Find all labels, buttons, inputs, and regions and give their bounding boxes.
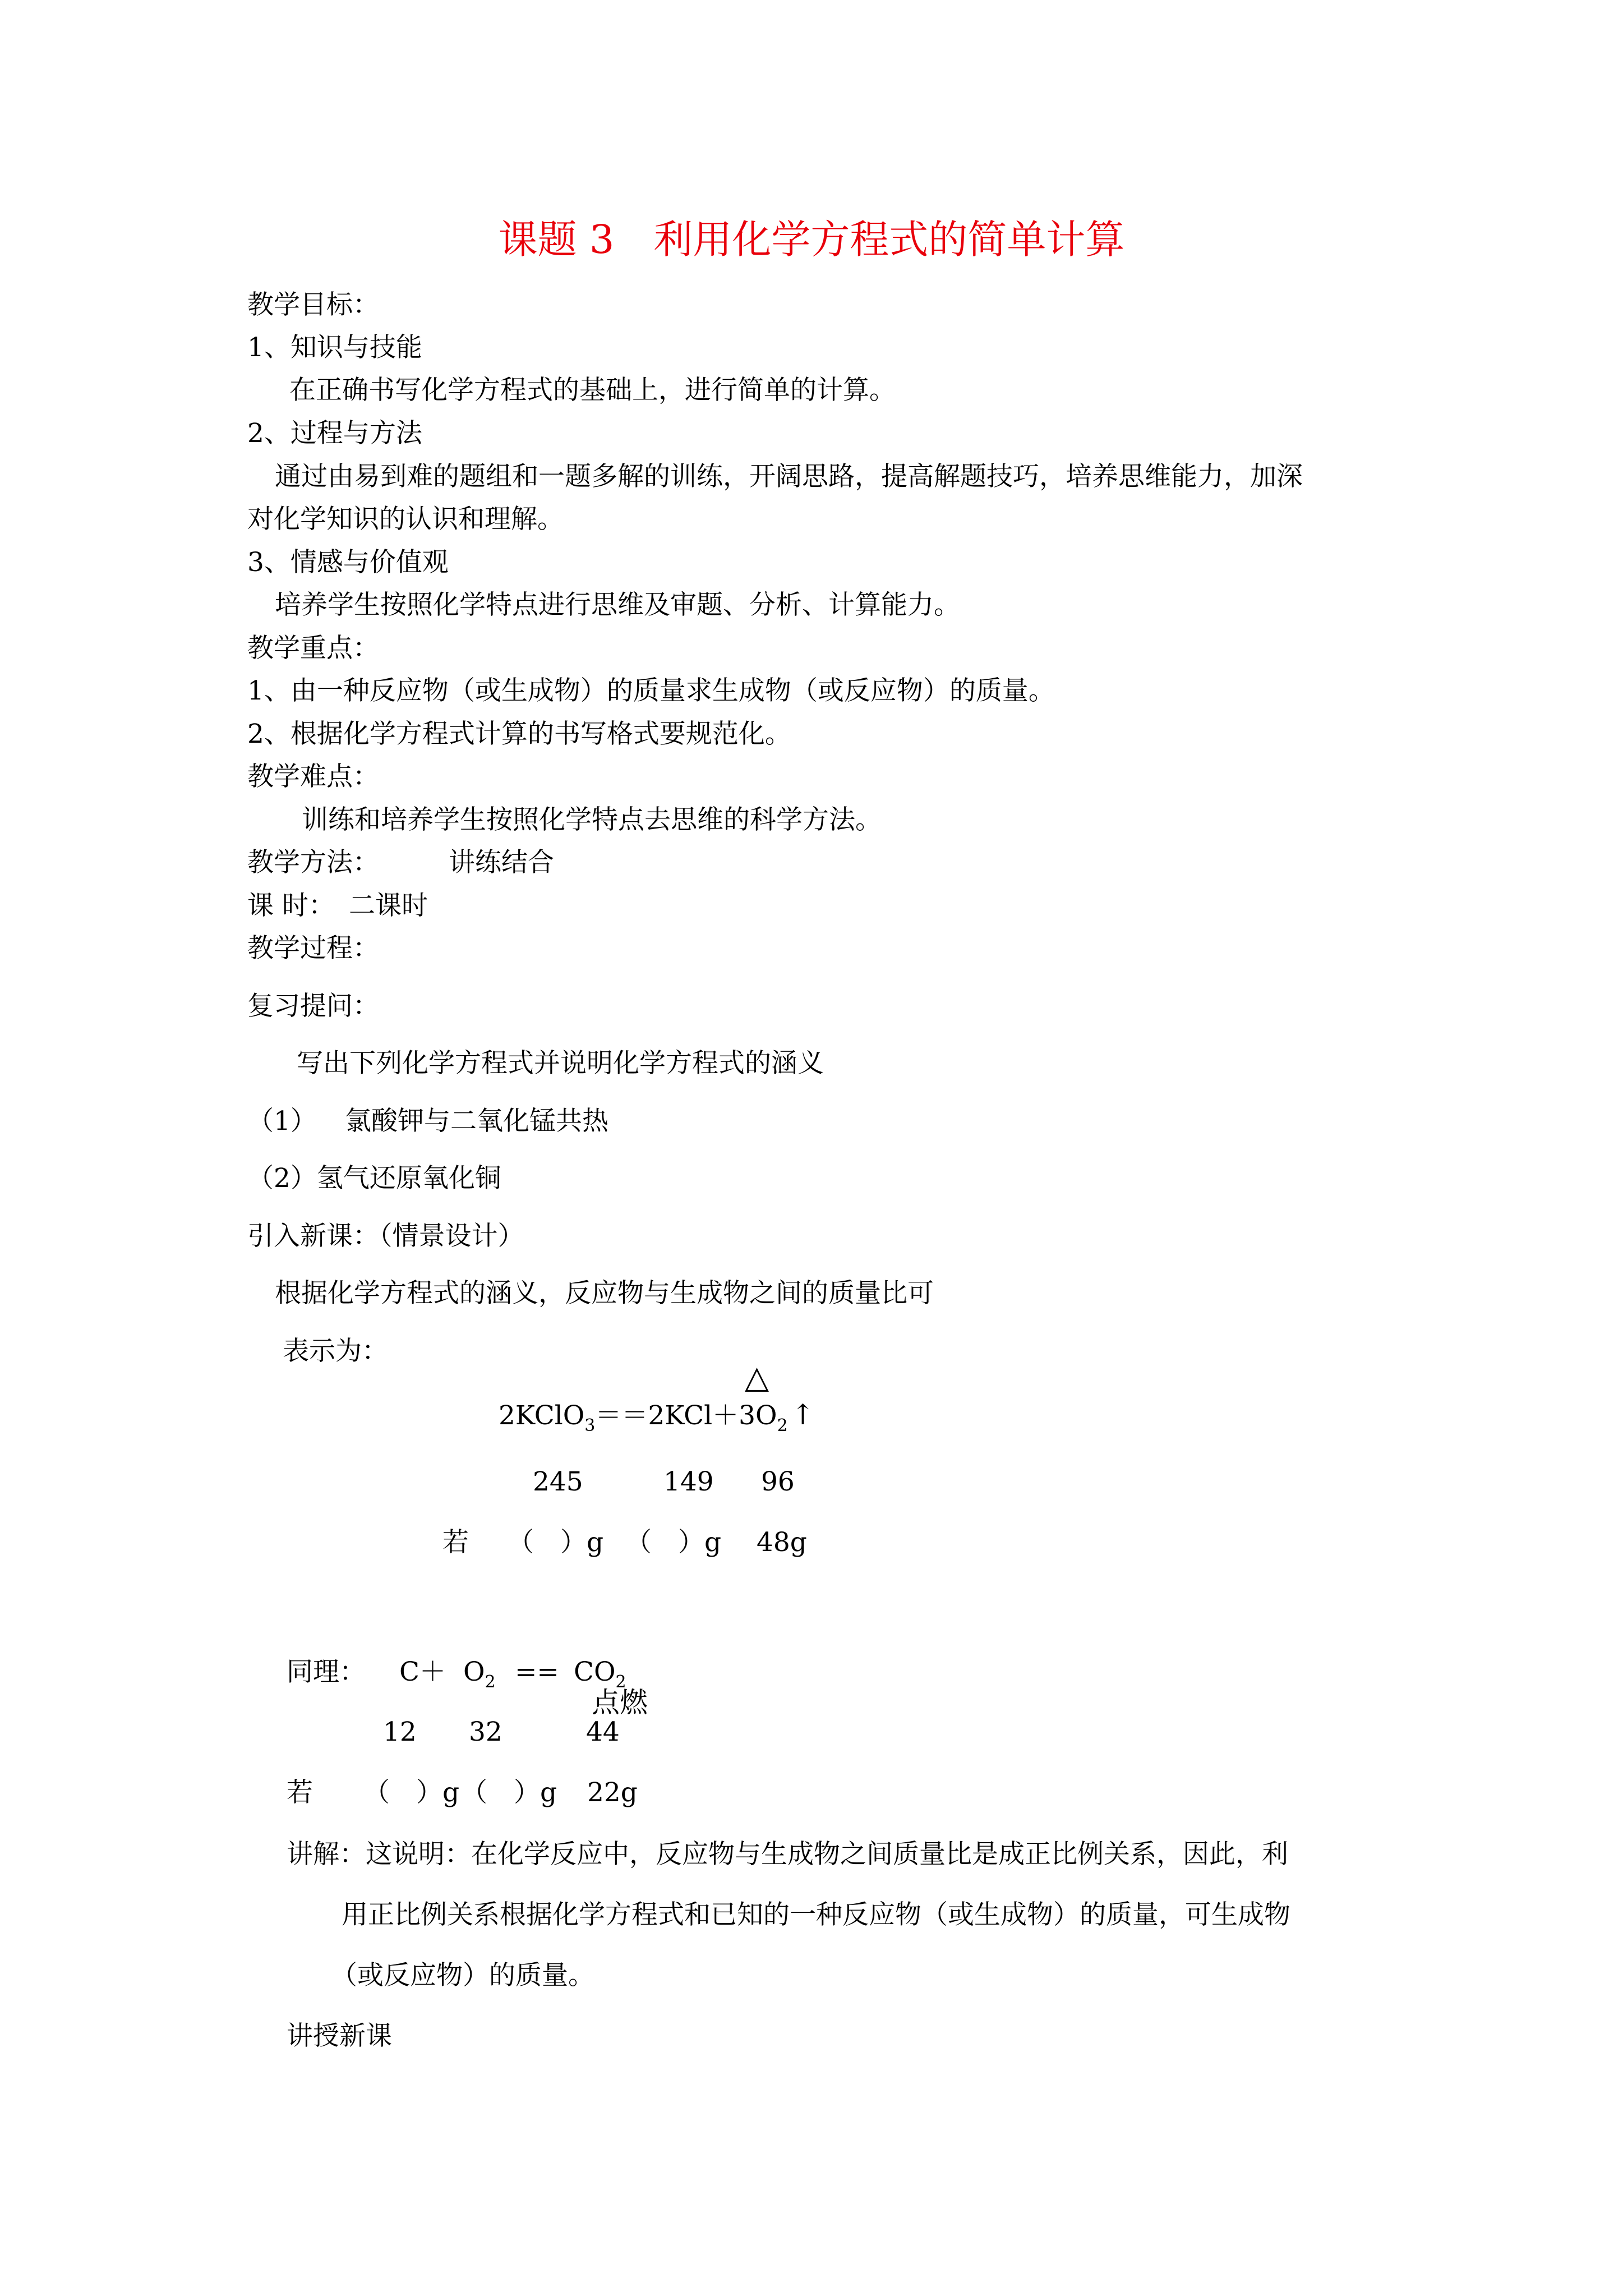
eq1-reactant-subscript: 3 xyxy=(584,1416,596,1435)
hours-label: 课 时： xyxy=(247,890,335,921)
eq1-equals: ＝＝ xyxy=(595,1400,648,1431)
intro-line1: 根据化学方程式的涵义，反应物与生成物之间的质量比可 xyxy=(275,1278,934,1309)
eq2-mass-c: 12 xyxy=(383,1717,417,1747)
review-q1-number: （1） xyxy=(247,1106,317,1137)
objective-2-label: 2、过程与方法 xyxy=(247,418,422,449)
eq1-given-mass: 48g xyxy=(757,1527,807,1558)
eq1-reactant: 2KClO xyxy=(499,1400,585,1431)
eq1-products: 2KCl＋3O xyxy=(648,1400,777,1431)
eq1-mass-o2: 96 xyxy=(761,1466,795,1497)
eq2-co-subscript: 2 xyxy=(615,1672,626,1692)
eq2-mass-co2: 44 xyxy=(586,1717,620,1747)
explain-line2: 用正比例关系根据化学方程式和已知的一种反应物（或生成物）的质量，可生成物 xyxy=(342,1899,1290,1930)
hours-value: 二课时 xyxy=(349,890,428,921)
eq2-o: O xyxy=(463,1657,485,1687)
eq2-blank-1: （ ）g xyxy=(363,1777,460,1808)
eq1-mass-kcl: 149 xyxy=(663,1466,714,1497)
gas-up-arrow-icon: ↑ xyxy=(791,1398,815,1431)
review-q2: （2）氢气还原氧化铜 xyxy=(247,1163,501,1194)
eq2-equals: == xyxy=(515,1657,559,1687)
eq2-oxygen xyxy=(463,1655,496,1699)
process-heading: 教学过程： xyxy=(247,933,379,964)
objective-3-label: 3、情感与价值观 xyxy=(247,547,449,578)
difficulty-heading: 教学难点： xyxy=(247,761,379,792)
eq1-blank-1: （ ）g xyxy=(508,1527,604,1558)
review-heading: 复习提问： xyxy=(247,991,379,1022)
eq2-mass-o2: 32 xyxy=(469,1717,502,1747)
eq2-label: 同理： xyxy=(287,1657,366,1687)
eq1-mass-kclo3: 245 xyxy=(533,1466,583,1497)
eq2-ruo: 若 xyxy=(287,1777,313,1808)
method-label: 教学方法： xyxy=(247,847,379,878)
heat-condition-symbol: △ xyxy=(745,1359,769,1396)
difficulty-text: 训练和培养学生按照化学特点去思维的科学方法。 xyxy=(302,804,882,835)
objective-2-text-line2: 对化学知识的认识和理解。 xyxy=(247,504,564,535)
explain-line3: （或反应物）的质量。 xyxy=(331,1960,594,1991)
eq2-o-subscript: 2 xyxy=(485,1672,496,1692)
objectives-heading: 教学目标： xyxy=(247,289,379,320)
key-point-1: 1、由一种反应物（或生成物）的质量求生成物（或反应物）的质量。 xyxy=(247,675,1055,706)
eq2-given-mass: 22g xyxy=(587,1777,638,1808)
eq2-ignition-condition: 点燃 xyxy=(592,1686,648,1719)
eq1-blank-2: （ ）g xyxy=(625,1527,722,1558)
eq2-co: CO xyxy=(574,1657,616,1687)
page-title: 课题 3 利用化学方程式的简单计算 xyxy=(498,217,1125,263)
review-q1-text: 氯酸钾与二氧化锰共热 xyxy=(345,1106,608,1137)
intro-line2: 表示为： xyxy=(283,1336,388,1366)
new-lesson-heading: 讲授新课 xyxy=(287,2021,392,2051)
review-prompt: 写出下列化学方程式并说明化学方程式的涵义 xyxy=(297,1048,824,1079)
objective-3-text: 培养学生按照化学特点进行思维及审题、分析、计算能力。 xyxy=(275,590,960,620)
objective-2-text-line1: 通过由易到难的题组和一题多解的训练，开阔思路，提高解题技巧，培养思维能力，加深 xyxy=(275,461,1303,492)
equation-1 xyxy=(499,1398,815,1443)
key-points-heading: 教学重点： xyxy=(247,633,379,664)
method-value: 讲练结合 xyxy=(449,847,554,878)
eq1-o2-subscript: 2 xyxy=(777,1416,788,1435)
eq2-blank-2: （ ）g xyxy=(461,1777,557,1808)
key-point-2: 2、根据化学方程式计算的书写格式要规范化。 xyxy=(247,719,791,749)
intro-heading: 引入新课：（情景设计） xyxy=(247,1221,524,1251)
eq2-carbon: C＋ xyxy=(399,1657,446,1687)
explain-line1: 讲解：这说明：在化学反应中，反应物与生成物之间质量比是成正比例关系，因此，利 xyxy=(287,1839,1288,1870)
eq1-ruo: 若 xyxy=(442,1527,469,1558)
objective-1-label: 1、知识与技能 xyxy=(247,332,422,363)
objective-1-text: 在正确书写化学方程式的基础上，进行简单的计算。 xyxy=(289,375,896,406)
